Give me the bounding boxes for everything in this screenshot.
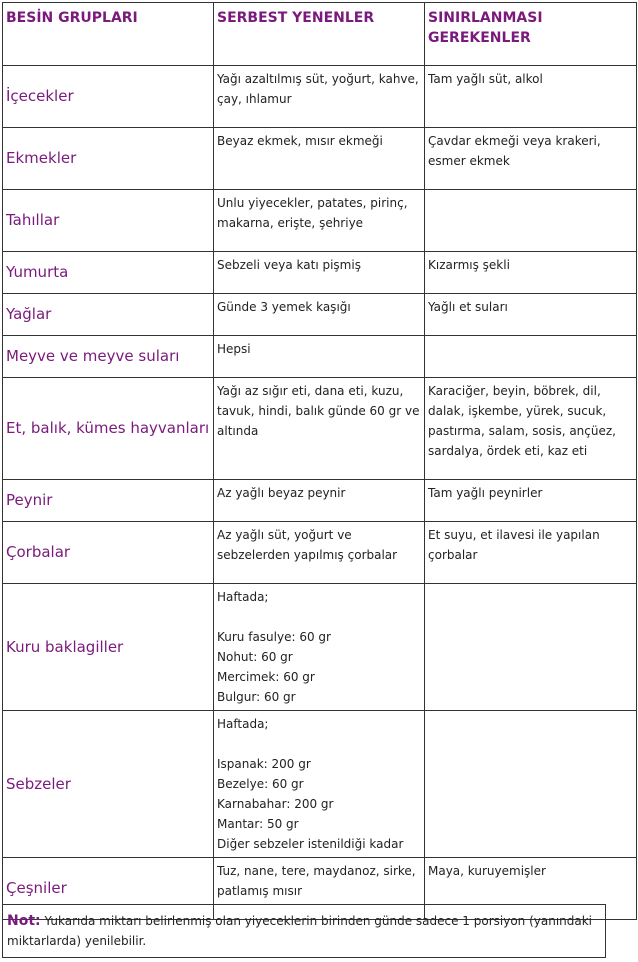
table-row xyxy=(3,190,637,252)
cell-line: altında xyxy=(217,424,259,438)
food-group-name: İçecekler xyxy=(3,66,214,128)
cell-line: patlamış mısır xyxy=(217,884,302,898)
free-foods-cell xyxy=(214,480,425,522)
cell-line: Nohut: 60 gr xyxy=(217,650,293,664)
table-row xyxy=(3,66,637,128)
table-row xyxy=(3,480,637,522)
cell-line: Tuz, nane, tere, maydanoz, sirke, xyxy=(217,864,416,878)
cell-line: Maya, kuruyemişler xyxy=(428,864,546,878)
cell-line: Yağı az sığır eti, dana eti, kuzu, xyxy=(217,384,404,398)
cell-line: Mantar: 50 gr xyxy=(217,817,299,831)
limited-foods-cell xyxy=(425,294,637,336)
header-free-foods: SERBEST YENENLER xyxy=(214,3,425,66)
cell-line: çorbalar xyxy=(428,548,478,562)
limited-foods-cell xyxy=(425,252,637,294)
cell-line: Tam yağlı peynirler xyxy=(428,486,543,500)
table-header-row xyxy=(3,3,637,66)
food-group-name: Yumurta xyxy=(3,252,214,294)
cell-line: esmer ekmek xyxy=(428,154,510,168)
cell-line: Günde 3 yemek kaşığı xyxy=(217,300,351,314)
free-foods-cell xyxy=(214,584,425,711)
cell-line: Bezelye: 60 gr xyxy=(217,777,304,791)
table-row xyxy=(3,522,637,584)
free-foods-cell xyxy=(214,378,425,480)
cell-line: Et suyu, et ilavesi ile yapılan xyxy=(428,528,600,542)
food-group-name: Et, balık, kümes hayvanları xyxy=(3,378,214,480)
cell-line: pastırma, salam, sosis, ançüez, xyxy=(428,424,616,438)
free-foods-cell xyxy=(214,252,425,294)
limited-foods-cell xyxy=(425,128,637,190)
free-foods-cell xyxy=(214,336,425,378)
limited-foods-cell xyxy=(425,480,637,522)
cell-line: Karaciğer, beyin, böbrek, dil, xyxy=(428,384,601,398)
free-foods-cell xyxy=(214,522,425,584)
food-group-name: Sebzeler xyxy=(3,711,214,858)
table-row xyxy=(3,294,637,336)
note-text: Yukarıda miktarı belirlenmiş olan yiyeceklerin birinden günde sadece 1 porsiyon (yanındaki miktarlarda) yenilebilir. xyxy=(7,914,593,948)
cell-line: Çavdar ekmeği veya krakeri, xyxy=(428,134,601,148)
cell-line: Az yağlı beyaz peynir xyxy=(217,486,346,500)
cell-line: Az yağlı süt, yoğurt ve xyxy=(217,528,352,542)
limited-foods-cell xyxy=(425,336,637,378)
cell-line: Diğer sebzeler istenildiği kadar xyxy=(217,837,404,851)
limited-foods-cell xyxy=(425,584,637,711)
note-label: Not: xyxy=(7,913,41,929)
cell-line: Bulgur: 60 gr xyxy=(217,690,296,704)
free-foods-cell xyxy=(214,294,425,336)
cell-line: Yağlı et suları xyxy=(428,300,508,314)
cell-line: sardalya, ördek eti, kaz eti xyxy=(428,444,588,458)
cell-line: tavuk, hindi, balık günde 60 gr ve xyxy=(217,404,420,418)
cell-line: makarna, erişte, şehriye xyxy=(217,216,364,230)
table-row xyxy=(3,711,637,858)
footnote xyxy=(2,904,606,958)
food-group-name: Ekmekler xyxy=(3,128,214,190)
food-group-name: Çeşniler xyxy=(3,858,214,920)
limited-foods-cell xyxy=(425,190,637,252)
cell-line: Karnabahar: 200 gr xyxy=(217,797,334,811)
food-group-name: Tahıllar xyxy=(3,190,214,252)
table-row xyxy=(3,128,637,190)
food-group-name: Meyve ve meyve suları xyxy=(3,336,214,378)
cell-line: Haftada; xyxy=(217,590,269,604)
cell-line: Hepsi xyxy=(217,342,251,356)
cell-line: dalak, işkembe, yürek, sucuk, xyxy=(428,404,607,418)
food-group-name: Yağlar xyxy=(3,294,214,336)
header-limited-foods: SINIRLANMASI GEREKENLER xyxy=(425,3,637,66)
free-foods-cell xyxy=(214,66,425,128)
cell-line: Haftada; xyxy=(217,717,269,731)
cell-line: Ispanak: 200 gr xyxy=(217,757,311,771)
cell-line: Tam yağlı süt, alkol xyxy=(428,72,543,86)
cell-line: Sebzeli veya katı pişmiş xyxy=(217,258,361,272)
table-row xyxy=(3,378,637,480)
limited-foods-cell xyxy=(425,66,637,128)
table-row xyxy=(3,584,637,711)
food-group-name: Peynir xyxy=(3,480,214,522)
limited-foods-cell xyxy=(425,711,637,858)
cell-line: Yağı azaltılmış süt, yoğurt, kahve, xyxy=(217,72,419,86)
food-group-name: Kuru baklagiller xyxy=(3,584,214,711)
free-foods-cell xyxy=(214,190,425,252)
cell-line xyxy=(217,607,422,627)
table-row xyxy=(3,252,637,294)
limited-foods-cell xyxy=(425,378,637,480)
cell-line: Kuru fasulye: 60 gr xyxy=(217,630,331,644)
limited-foods-cell xyxy=(425,522,637,584)
free-foods-cell xyxy=(214,128,425,190)
cell-line: sebzelerden yapılmış çorbalar xyxy=(217,548,398,562)
cell-line: çay, ıhlamur xyxy=(217,92,292,106)
cell-line: Kızarmış şekli xyxy=(428,258,510,272)
header-food-groups: BESİN GRUPLARI xyxy=(3,3,214,66)
food-group-name: Çorbalar xyxy=(3,522,214,584)
diet-table xyxy=(2,2,637,920)
cell-line xyxy=(217,734,422,754)
cell-line: Unlu yiyecekler, patates, pirinç, xyxy=(217,196,408,210)
cell-line: Beyaz ekmek, mısır ekmeği xyxy=(217,134,383,148)
cell-line: Mercimek: 60 gr xyxy=(217,670,315,684)
free-foods-cell xyxy=(214,711,425,858)
table-row xyxy=(3,336,637,378)
